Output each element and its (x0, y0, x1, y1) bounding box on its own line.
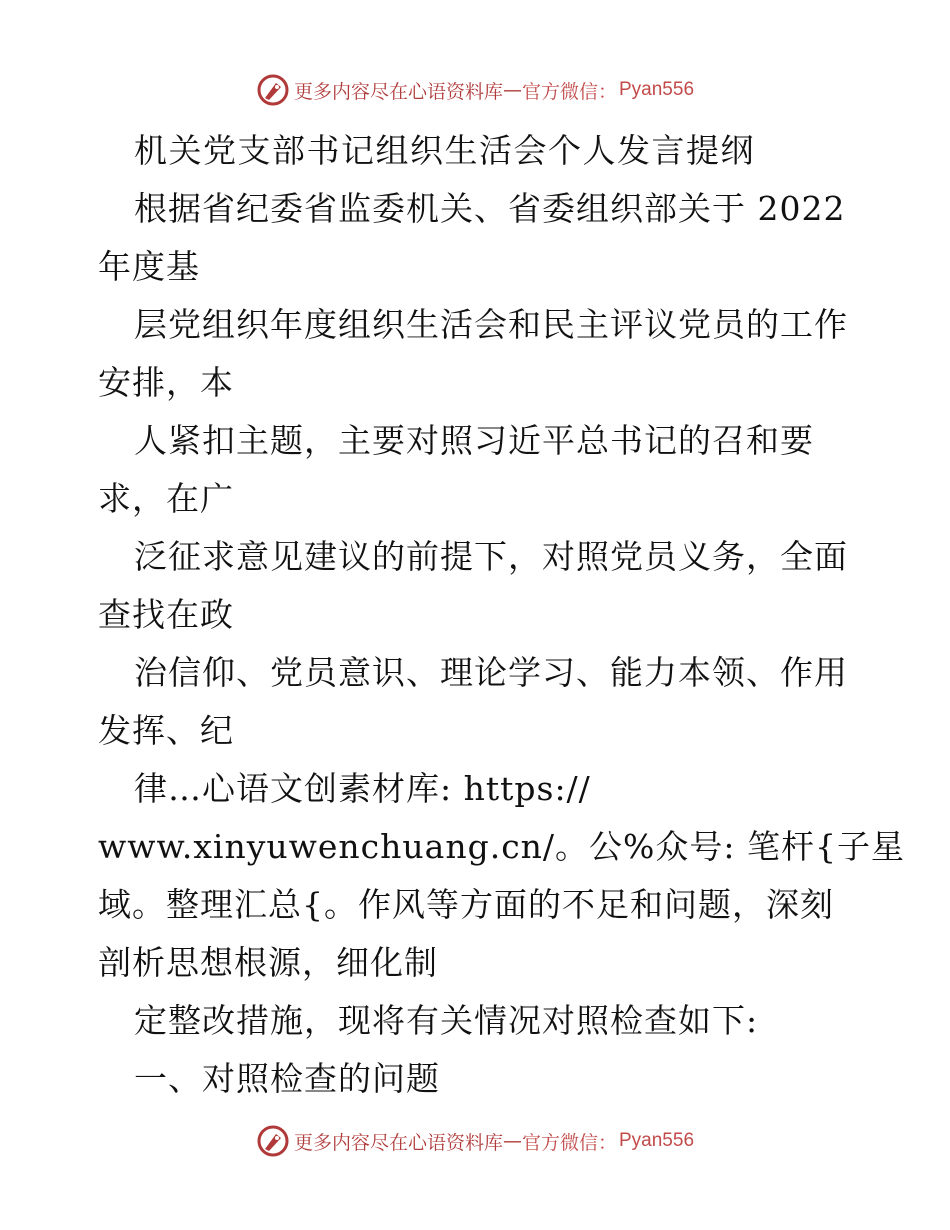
paragraph-line: 剖析思想根源，细化制 (98, 943, 438, 982)
paragraph-line: 根据省纪委省监委机关、省委组织部关于 2022 (134, 189, 846, 228)
banner-wechat-label: 官方微信： (521, 1131, 617, 1154)
paragraph-line: www.xinyuwenchuang.cn/。公%众号: 笔杆{子星 (98, 827, 906, 866)
paragraph-line: 查找在政 (98, 595, 234, 634)
footer-watermark-banner (0, 1121, 950, 1161)
paragraph-line: 律…心语文创素材库: https:// (134, 769, 591, 808)
paragraph-line: 定整改措施，现将有关情况对照检查如下: (134, 1001, 759, 1040)
banner-wechat-id: Pyan556 (619, 1130, 695, 1151)
section-heading: 一、对照检查的问题 (134, 1059, 440, 1098)
document-title: 机关党支部书记组织生活会个人发言提纲 (134, 131, 755, 170)
banner-separator: — (502, 1130, 522, 1152)
banner-separator: — (502, 79, 522, 101)
paragraph-line: 发挥、纪 (98, 711, 234, 750)
paragraph-line: 治信仰、党员意识、理论学习、能力本领、作用 (134, 653, 848, 692)
paragraph-line: 域。整理汇总{。作风等方面的不足和问题，深刻 (98, 885, 834, 924)
pen-nib-logo-icon (256, 1124, 290, 1158)
banner-wechat-id: Pyan556 (619, 79, 695, 100)
banner-brand-text: 更多内容尽在心语资料库 (293, 80, 503, 103)
banner-wechat-label: 官方微信： (521, 80, 617, 103)
document-body (98, 122, 906, 1108)
paragraph-line: 层党组织年度组织生活会和民主评议党员的工作 (134, 305, 848, 344)
paragraph-line: 求，在广 (98, 479, 234, 518)
paragraph-line: 年度基 (98, 247, 200, 286)
banner-brand-text: 更多内容尽在心语资料库 (293, 1131, 503, 1154)
paragraph-line: 安排，本 (98, 363, 234, 402)
pen-nib-logo-icon (256, 73, 290, 107)
header-watermark-banner (0, 70, 950, 110)
paragraph-line: 人紧扣主题，主要对照习近平总书记的召和要 (134, 421, 814, 460)
paragraph-line: 泛征求意见建议的前提下，对照党员义务，全面 (134, 537, 848, 576)
